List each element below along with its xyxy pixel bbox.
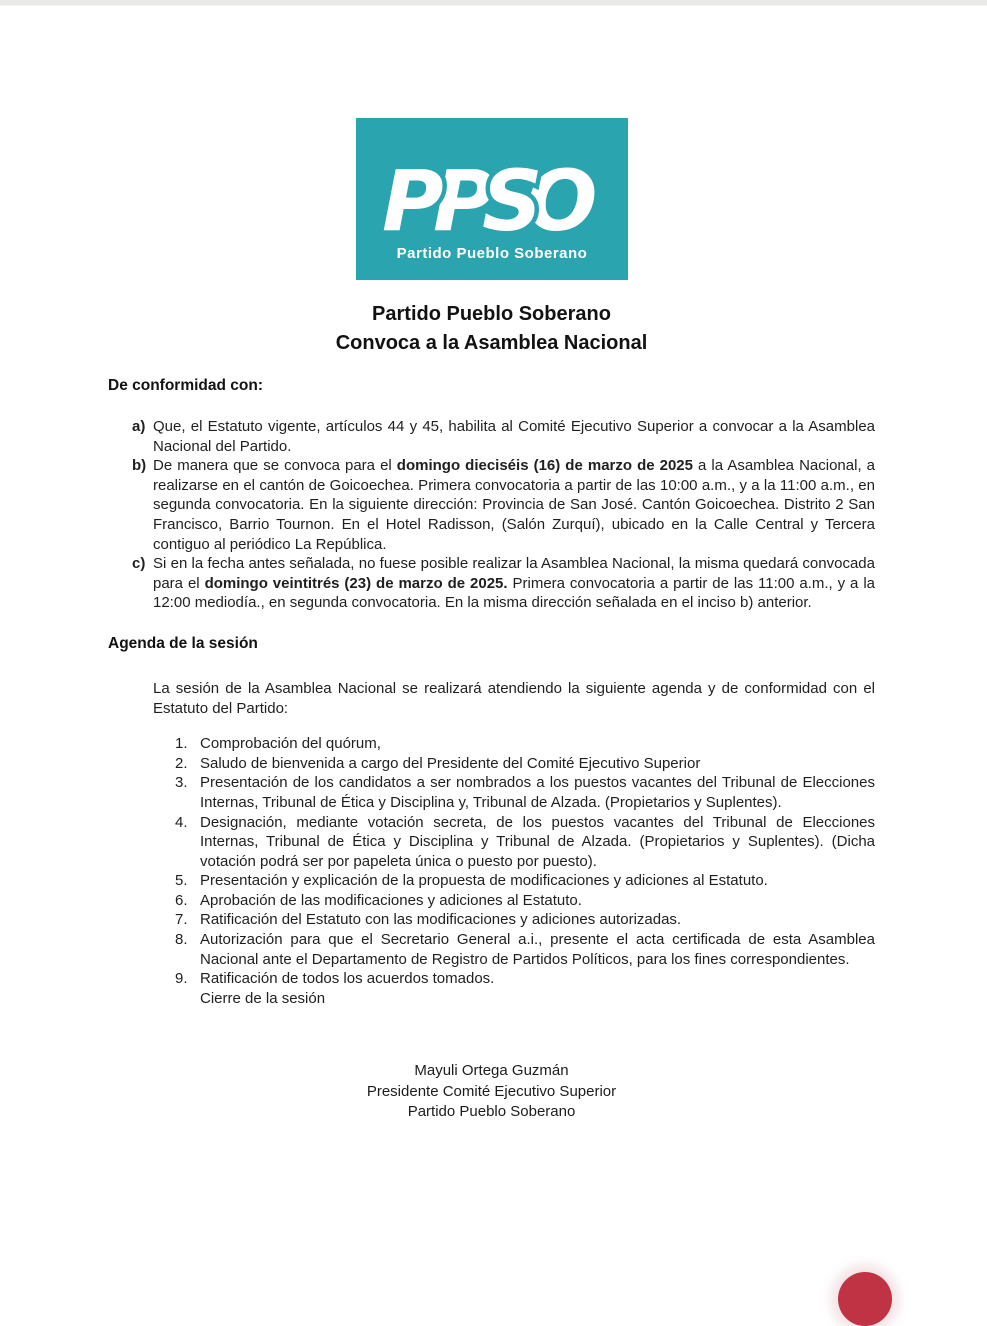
agenda-list	[108, 734, 875, 989]
agenda-item-text: Aprobación de las modificaciones y adiciones al Estatuto.	[200, 891, 582, 909]
agenda-item-number: 6.	[175, 891, 188, 909]
agenda-item-text: Comprobación del quórum,	[200, 735, 381, 753]
logo-tagline: Partido Pueblo Soberano	[396, 245, 587, 262]
logo-letter-s: S	[481, 152, 542, 250]
agenda-item-number: 8.	[175, 931, 188, 949]
logo-letter-p1: P	[381, 152, 444, 250]
signature-role: Presidente Comité Ejecutivo Superior	[366, 1082, 617, 1100]
agenda-item	[108, 910, 875, 930]
agenda-item-text: Ratificación de todos los acuerdos tomados.	[200, 970, 495, 988]
agenda-heading: Agenda de la sesión	[108, 634, 258, 652]
agenda-item-text: Designación, mediante votación secreta, de los puestos vacantes del Tribunal de Elecciones Internas, Tribunal de Ética y Disciplina y Tribunal de Alzada. (Propietarios y Suplentes). (Dicha votación podrá ser por papeleta única o puesto por puesto).	[200, 813, 875, 870]
agenda-item	[108, 969, 875, 989]
agenda-item-number: 2.	[175, 754, 188, 772]
list-item	[108, 417, 875, 456]
agenda-item-text: Presentación de los candidatos a ser nombrados a los puestos vacantes del Tribunal de Elecciones Internas, Tribunal de Ética y Disciplina y, Tribunal de Alzada. (Propietarios y Suplentes).	[200, 774, 875, 811]
ppso-logo	[356, 118, 628, 280]
title-line-1: Partido Pueblo Soberano	[372, 303, 611, 325]
list-item-text: De manera que se convoca para el domingo dieciséis (16) de marzo de 2025 a la Asamblea Nacional, a realizarse en el cantón de Goicoechea. Primera convocatoria a partir de las 10:00 a.m., y a la 11:00 a.m., en segunda convocatoria. En la siguiente dirección: Provincia de San José. Cantón Goicoechea. Distrito 2 San Francisco, Barrio Tournon. En el Hotel Radisson, (Salón Zurquí), ubicado en la Calle Central y Tercera contiguo al periódico La República.	[153, 457, 875, 553]
list-item-text: Que, el Estatuto vigente, artículos 44 y 45, habilita al Comité Ejecutivo Superior a convocar a la Asamblea Nacional del Partido.	[153, 418, 875, 455]
agenda-item-number: 4.	[175, 813, 188, 831]
list-item-label: b)	[132, 457, 147, 475]
agenda-item-number: 3.	[175, 774, 188, 792]
logo-letter-o: O	[525, 152, 597, 250]
agenda-item-number: 1.	[175, 735, 188, 753]
signature-org: Partido Pueblo Soberano	[407, 1103, 576, 1121]
list-item	[108, 456, 875, 554]
logo-letter-p2: P	[432, 152, 495, 250]
agenda-closing: Cierre de la sesión	[200, 989, 326, 1007]
agenda-intro: La sesión de la Asamblea Nacional se realizará atendiendo la siguiente agenda y de conformidad con el Estatuto del Partido:	[153, 679, 875, 717]
agenda-item	[108, 754, 875, 774]
preamble-heading: De conformidad con:	[108, 377, 264, 394]
list-item-label: c)	[132, 555, 146, 573]
agenda-item	[108, 773, 875, 812]
agenda-item-number: 7.	[175, 911, 188, 929]
agenda-item-text: Presentación y explicación de la propuesta de modificaciones y adiciones al Estatuto.	[200, 872, 768, 890]
signature-block	[108, 1061, 875, 1123]
agenda-item-number: 9.	[175, 970, 188, 988]
agenda-item	[108, 734, 875, 754]
page-edge-strip	[0, 0, 987, 6]
agenda-item	[108, 871, 875, 891]
document-title	[108, 300, 875, 358]
preamble-list	[108, 417, 875, 613]
signature-name: Mayuli Ortega Guzmán	[414, 1062, 569, 1080]
agenda-item-number: 5.	[175, 872, 188, 890]
list-item-text: Si en la fecha antes señalada, no fuese posible realizar la Asamblea Nacional, la misma quedará convocada para el domingo veintitrés (23) de marzo de 2025. Primera convocatoria a partir de las 11:00 a.m., y a la 12:00 mediodía., en segunda convocatoria. En la misma dirección señalada en el inciso b) anterior.	[153, 555, 875, 612]
agenda-item-text: Saludo de bienvenida a cargo del Presidente del Comité Ejecutivo Superior	[200, 754, 701, 772]
title-line-2: Convoca a la Asamblea Nacional	[335, 332, 648, 354]
list-item-label: a)	[132, 418, 146, 435]
floating-action-button[interactable]	[838, 1272, 892, 1326]
agenda-item	[108, 930, 875, 969]
agenda-item-text: Ratificación del Estatuto con las modificaciones y adiciones autorizadas.	[200, 911, 682, 929]
list-item	[108, 554, 875, 613]
agenda-item-text: Autorización para que el Secretario General a.i., presente el acta certificada de esta Asamblea Nacional ante el Departamento de Registro de Partidos Políticos, para los fines correspondientes.	[200, 931, 875, 968]
agenda-item	[108, 813, 875, 872]
agenda-item	[108, 891, 875, 911]
